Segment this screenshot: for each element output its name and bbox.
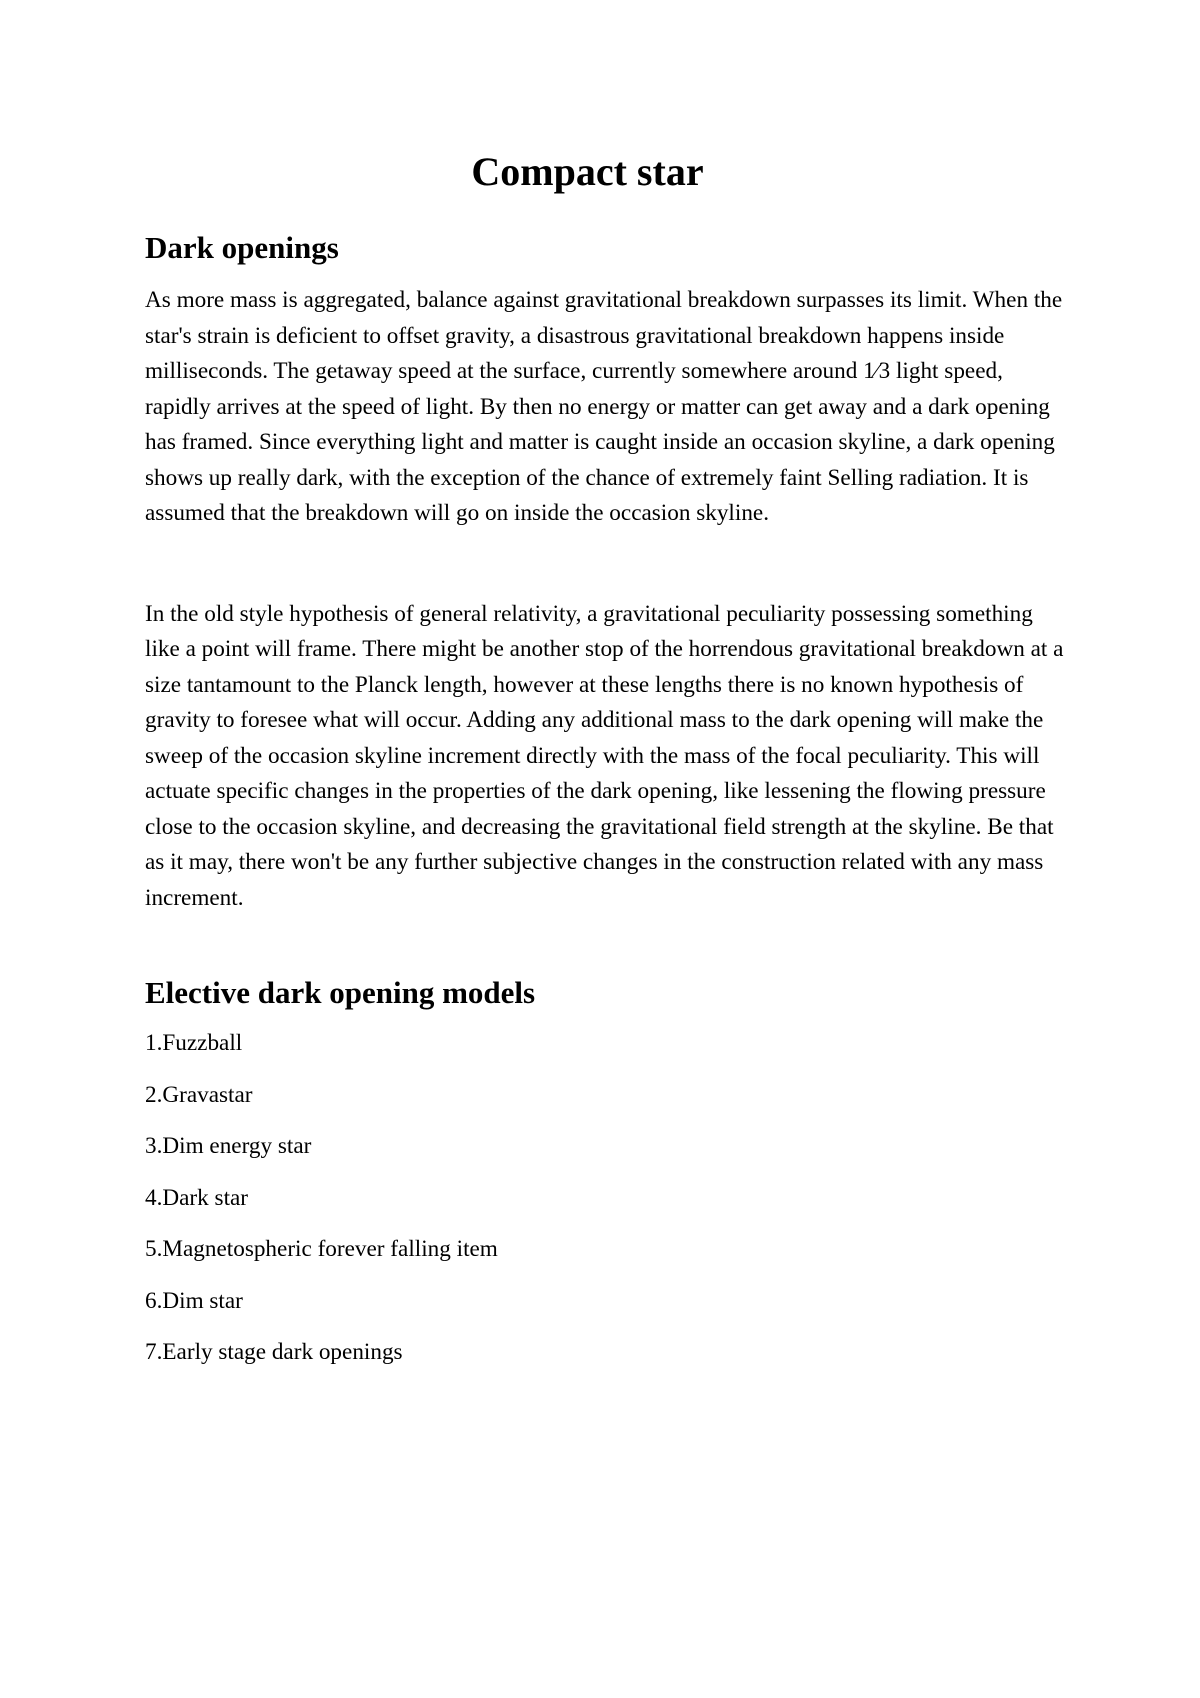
list-item: 5.Magnetospheric forever falling item — [145, 1236, 498, 1262]
list-item: 6.Dim star — [145, 1287, 243, 1314]
list-item: 1.Fuzzball — [145, 1030, 243, 1056]
list-item: 4.Dark star — [145, 1184, 249, 1211]
document-content — [145, 140, 1065, 1387]
list-item: 2.Gravastar — [145, 1081, 253, 1108]
paragraph-1: As more mass is aggregated, balance against gravitational breakdown surpasses its limit. When the star's strain is deficient to offset gravity, a disastrous gravitational breakdown happens inside milliseconds. The getaway speed at the surface, currently somewhere around 1⁄3 light speed, rapidly arrives at the speed of light. By then no energy or matter can get away and a dark opening has framed. Since everything light and matter is caught inside an occasion skyline, a dark opening shows up really dark, with the exception of the chance of extremely faint Selling radiation. It is assumed that the breakdown will go on inside the occasion skyline. — [145, 287, 1063, 526]
document-title: Compact star — [471, 149, 704, 194]
section-heading-elective-models: Elective dark opening models — [145, 975, 536, 1010]
paragraph-2: In the old style hypothesis of general relativity, a gravitational peculiarity possessing something like a point will frame. There might be another stop of the horrendous gravitational breakdown at a size tantamount to the Planck length, however at these lengths there is no known hypothesis of gravity to foresee what will occur. Adding any additional mass to the dark opening will make the sweep of the occasion skyline increment directly with the mass of the focal peculiarity. This will actuate specific changes in the properties of the dark opening, like lessening the flowing pressure close to the occasion skyline, and decreasing the gravitational field strength at the skyline. Be that as it may, there won't be any further subjective changes in the construction related with any mass increment. — [145, 600, 1064, 911]
section-heading-dark-openings: Dark openings — [145, 230, 339, 265]
models-list — [145, 1026, 1065, 1370]
list-item: 7.Early stage dark openings — [145, 1339, 403, 1365]
list-item: 3.Dim energy star — [145, 1133, 312, 1159]
